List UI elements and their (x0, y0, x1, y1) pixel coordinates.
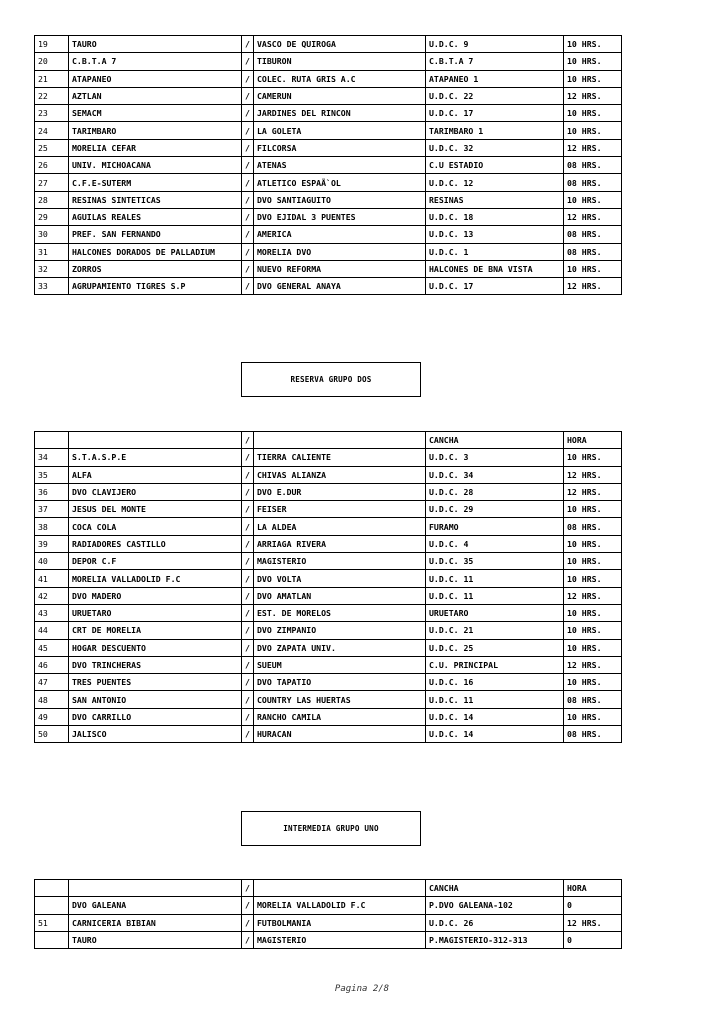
away-team: DVO EJIDAL 3 PUENTES (254, 208, 426, 225)
home-team: AZTLAN (69, 87, 242, 104)
vs-separator: / (242, 518, 254, 535)
match-time: 12 HRS. (564, 278, 622, 295)
field-name: P.DVO GALEANA-102 (426, 897, 564, 914)
away-team: LA ALDEA (254, 518, 426, 535)
match-number: 22 (35, 87, 69, 104)
away-team: VASCO DE QUIROGA (254, 36, 426, 53)
vs-separator: / (242, 174, 254, 191)
table-header-row (35, 880, 622, 897)
match-number: 21 (35, 70, 69, 87)
away-team: MORELIA VALLADOLID F.C (254, 897, 426, 914)
match-number: 35 (35, 466, 69, 483)
field-name: U.D.C. 26 (426, 914, 564, 931)
away-team: DVO SANTIAGUITO (254, 191, 426, 208)
match-number: 47 (35, 674, 69, 691)
away-team: COUNTRY LAS HUERTAS (254, 691, 426, 708)
away-team: MAGISTERIO (254, 553, 426, 570)
away-team: NUEVO REFORMA (254, 260, 426, 277)
page-number: Pagina 2/8 (334, 984, 390, 994)
vs-separator: / (242, 53, 254, 70)
field-name: U.D.C. 17 (426, 278, 564, 295)
field-name: C.U ESTADIO (426, 157, 564, 174)
match-time: 10 HRS. (564, 553, 622, 570)
field-name: U.D.C. 11 (426, 691, 564, 708)
field-name: U.D.C. 1 (426, 243, 564, 260)
match-time: 08 HRS. (564, 243, 622, 260)
match-time: 12 HRS. (564, 587, 622, 604)
vs-separator: / (242, 122, 254, 139)
away-team: CHIVAS ALIANZA (254, 466, 426, 483)
field-name: U.D.C. 21 (426, 622, 564, 639)
match-number: 51 (35, 914, 69, 931)
vs-separator: / (242, 243, 254, 260)
home-team: HALCONES DORADOS DE PALLADIUM (69, 243, 242, 260)
match-number: 39 (35, 535, 69, 552)
match-number: 41 (35, 570, 69, 587)
table-row (35, 243, 622, 260)
table-row (35, 897, 622, 914)
away-team: COLEC. RUTA GRIS A.C (254, 70, 426, 87)
header-home-team (69, 432, 242, 449)
field-name: TARIMBARO 1 (426, 122, 564, 139)
table-row (35, 87, 622, 104)
away-team: AMERICA (254, 226, 426, 243)
vs-separator: / (242, 897, 254, 914)
match-time: 08 HRS. (564, 691, 622, 708)
home-team: TARIMBARO (69, 122, 242, 139)
table-row (35, 656, 622, 673)
away-team: TIERRA CALIENTE (254, 449, 426, 466)
table-row (35, 604, 622, 621)
match-time: 10 HRS. (564, 36, 622, 53)
away-team: TIBURON (254, 53, 426, 70)
field-name: U.D.C. 9 (426, 36, 564, 53)
home-team: ATAPANEO (69, 70, 242, 87)
away-team: ATLETICO ESPAÃ`OL (254, 174, 426, 191)
vs-separator: / (242, 587, 254, 604)
home-team: HOGAR DESCUENTO (69, 639, 242, 656)
field-name: U.D.C. 11 (426, 587, 564, 604)
away-team: DVO E.DUR (254, 483, 426, 500)
match-number: 40 (35, 553, 69, 570)
home-team: JALISCO (69, 726, 242, 743)
table-row (35, 691, 622, 708)
field-name: URUETARO (426, 604, 564, 621)
vs-separator: / (242, 726, 254, 743)
header-match-time: HORA (564, 432, 622, 449)
match-time: 10 HRS. (564, 604, 622, 621)
away-team: FILCORSA (254, 139, 426, 156)
match-time: 10 HRS. (564, 535, 622, 552)
field-name: HALCONES DE BNA VISTA (426, 260, 564, 277)
home-team: TAURO (69, 931, 242, 948)
home-team: AGRUPAMIENTO TIGRES S.P (69, 278, 242, 295)
match-number: 28 (35, 191, 69, 208)
match-number: 23 (35, 105, 69, 122)
header-match-number (35, 432, 69, 449)
vs-separator: / (242, 226, 254, 243)
match-number: 29 (35, 208, 69, 225)
vs-separator: / (242, 449, 254, 466)
match-time: 08 HRS. (564, 726, 622, 743)
match-time: 12 HRS. (564, 483, 622, 500)
match-number: 24 (35, 122, 69, 139)
match-time: 0 (564, 931, 622, 948)
schedule-table-continued (34, 35, 622, 295)
away-team: LA GOLETA (254, 122, 426, 139)
home-team: COCA COLA (69, 518, 242, 535)
match-time: 12 HRS. (564, 914, 622, 931)
field-name: U.D.C. 13 (426, 226, 564, 243)
table-row (35, 53, 622, 70)
field-name: U.D.C. 14 (426, 726, 564, 743)
table-row (35, 674, 622, 691)
table-row (35, 639, 622, 656)
table-row (35, 174, 622, 191)
home-team: DVO GALEANA (69, 897, 242, 914)
home-team: RESINAS SINTETICAS (69, 191, 242, 208)
table-header-row (35, 432, 622, 449)
vs-separator: / (242, 931, 254, 948)
match-time: 10 HRS. (564, 53, 622, 70)
home-team: TRES PUENTES (69, 674, 242, 691)
header-away-team (254, 432, 426, 449)
match-time: 10 HRS. (564, 570, 622, 587)
away-team: DVO AMATLAN (254, 587, 426, 604)
away-team: ARRIAGA RIVERA (254, 535, 426, 552)
match-time: 12 HRS. (564, 87, 622, 104)
match-time: 10 HRS. (564, 501, 622, 518)
vs-separator: / (242, 622, 254, 639)
vs-separator: / (242, 139, 254, 156)
field-name: U.D.C. 25 (426, 639, 564, 656)
away-team: DVO VOLTA (254, 570, 426, 587)
vs-separator: / (242, 570, 254, 587)
match-time: 10 HRS. (564, 674, 622, 691)
field-name: U.D.C. 28 (426, 483, 564, 500)
match-number: 46 (35, 656, 69, 673)
home-team: DVO TRINCHERAS (69, 656, 242, 673)
home-team: MORELIA VALLADOLID F.C (69, 570, 242, 587)
match-time: 0 (564, 897, 622, 914)
away-team: SUEUM (254, 656, 426, 673)
table-row (35, 553, 622, 570)
field-name: U.D.C. 22 (426, 87, 564, 104)
vs-separator: / (242, 535, 254, 552)
home-team: PREF. SAN FERNANDO (69, 226, 242, 243)
table-row (35, 708, 622, 725)
match-number: 49 (35, 708, 69, 725)
field-name: RESINAS (426, 191, 564, 208)
home-team: SEMACM (69, 105, 242, 122)
home-team: AGUILAS REALES (69, 208, 242, 225)
home-team: CRT DE MORELIA (69, 622, 242, 639)
table-row (35, 208, 622, 225)
vs-separator: / (242, 639, 254, 656)
home-team: DVO CARRILLO (69, 708, 242, 725)
section-title-intermedia-grupo-uno: INTERMEDIA GRUPO UNO (241, 811, 421, 846)
away-team: FUTBOLMANIA (254, 914, 426, 931)
vs-separator: / (242, 208, 254, 225)
match-time: 10 HRS. (564, 70, 622, 87)
away-team: DVO TAPATIO (254, 674, 426, 691)
match-number (35, 897, 69, 914)
field-name: U.D.C. 32 (426, 139, 564, 156)
match-number: 45 (35, 639, 69, 656)
home-team: MORELIA CEFAR (69, 139, 242, 156)
match-time: 12 HRS. (564, 208, 622, 225)
home-team: JESUS DEL MONTE (69, 501, 242, 518)
table-row (35, 501, 622, 518)
home-team: DVO CLAVIJERO (69, 483, 242, 500)
vs-separator: / (242, 914, 254, 931)
vs-separator: / (242, 191, 254, 208)
match-time: 10 HRS. (564, 122, 622, 139)
field-name: C.U. PRINCIPAL (426, 656, 564, 673)
match-time: 08 HRS. (564, 226, 622, 243)
field-name: U.D.C. 16 (426, 674, 564, 691)
field-name: U.D.C. 4 (426, 535, 564, 552)
field-name: U.D.C. 12 (426, 174, 564, 191)
match-number: 33 (35, 278, 69, 295)
field-name: FURAMO (426, 518, 564, 535)
away-team: MAGISTERIO (254, 931, 426, 948)
home-team: S.T.A.S.P.E (69, 449, 242, 466)
away-team: DVO ZIMPANIO (254, 622, 426, 639)
away-team: RANCHO CAMILA (254, 708, 426, 725)
table-row (35, 260, 622, 277)
away-team: JARDINES DEL RINCON (254, 105, 426, 122)
home-team: ALFA (69, 466, 242, 483)
match-number: 32 (35, 260, 69, 277)
home-team: C.B.T.A 7 (69, 53, 242, 70)
vs-separator: / (242, 260, 254, 277)
field-name: U.D.C. 34 (426, 466, 564, 483)
table-row (35, 483, 622, 500)
vs-separator: / (242, 483, 254, 500)
schedule-table-reserva-grupo-dos (34, 431, 622, 743)
home-team: C.F.E-SUTERM (69, 174, 242, 191)
table-row (35, 70, 622, 87)
away-team: MORELIA DVO (254, 243, 426, 260)
home-team: TAURO (69, 36, 242, 53)
table-row (35, 157, 622, 174)
match-number: 34 (35, 449, 69, 466)
match-number: 36 (35, 483, 69, 500)
match-time: 10 HRS. (564, 105, 622, 122)
home-team: DEPOR C.F (69, 553, 242, 570)
table-row (35, 931, 622, 948)
match-time: 12 HRS. (564, 656, 622, 673)
vs-separator: / (242, 553, 254, 570)
home-team: DVO MADERO (69, 587, 242, 604)
schedule-table-intermedia-grupo-uno (34, 879, 622, 949)
away-team: ATENAS (254, 157, 426, 174)
vs-separator: / (242, 278, 254, 295)
match-number: 42 (35, 587, 69, 604)
header-match-number (35, 880, 69, 897)
away-team: DVO ZAPATA UNIV. (254, 639, 426, 656)
match-number: 20 (35, 53, 69, 70)
match-number: 25 (35, 139, 69, 156)
header-field-name: CANCHA (426, 432, 564, 449)
header-field-name: CANCHA (426, 880, 564, 897)
match-time: 10 HRS. (564, 639, 622, 656)
field-name: U.D.C. 14 (426, 708, 564, 725)
match-number: 27 (35, 174, 69, 191)
field-name: U.D.C. 17 (426, 105, 564, 122)
vs-separator: / (242, 466, 254, 483)
match-time: 08 HRS. (564, 174, 622, 191)
table-row (35, 139, 622, 156)
table-row (35, 466, 622, 483)
match-number: 30 (35, 226, 69, 243)
match-time: 08 HRS. (564, 518, 622, 535)
match-number: 50 (35, 726, 69, 743)
section-title-reserva-grupo-dos: RESERVA GRUPO DOS (241, 362, 421, 397)
match-time: 10 HRS. (564, 191, 622, 208)
home-team: ZORROS (69, 260, 242, 277)
match-number: 26 (35, 157, 69, 174)
table-row (35, 278, 622, 295)
field-name: U.D.C. 29 (426, 501, 564, 518)
table-row (35, 226, 622, 243)
table-row (35, 449, 622, 466)
match-number: 38 (35, 518, 69, 535)
home-team: UNIV. MICHOACANA (69, 157, 242, 174)
home-team: URUETARO (69, 604, 242, 621)
table-row (35, 914, 622, 931)
match-time: 10 HRS. (564, 622, 622, 639)
vs-separator: / (242, 708, 254, 725)
away-team: EST. DE MORELOS (254, 604, 426, 621)
table-row (35, 105, 622, 122)
table-row (35, 122, 622, 139)
table-row (35, 726, 622, 743)
match-time: 10 HRS. (564, 260, 622, 277)
header-home-team (69, 880, 242, 897)
vs-separator: / (242, 157, 254, 174)
table-row (35, 36, 622, 53)
vs-separator: / (242, 501, 254, 518)
field-name: C.B.T.A 7 (426, 53, 564, 70)
match-time: 10 HRS. (564, 708, 622, 725)
table-row (35, 570, 622, 587)
home-team: SAN ANTONIO (69, 691, 242, 708)
away-team: CAMERUN (254, 87, 426, 104)
vs-separator: / (242, 691, 254, 708)
match-number: 44 (35, 622, 69, 639)
match-number: 48 (35, 691, 69, 708)
table-row (35, 191, 622, 208)
match-number: 31 (35, 243, 69, 260)
vs-separator: / (242, 604, 254, 621)
match-number: 37 (35, 501, 69, 518)
vs-separator: / (242, 70, 254, 87)
match-time: 08 HRS. (564, 157, 622, 174)
field-name: U.D.C. 35 (426, 553, 564, 570)
vs-separator: / (242, 36, 254, 53)
header-vs-separator: / (242, 880, 254, 897)
table-row (35, 587, 622, 604)
vs-separator: / (242, 674, 254, 691)
away-team: HURACAN (254, 726, 426, 743)
match-time: 12 HRS. (564, 466, 622, 483)
vs-separator: / (242, 105, 254, 122)
home-team: CARNICERIA BIBIAN (69, 914, 242, 931)
header-vs-separator: / (242, 432, 254, 449)
away-team: DVO GENERAL ANAYA (254, 278, 426, 295)
field-name: ATAPANEO 1 (426, 70, 564, 87)
field-name: P.MAGISTERIO-312-313 (426, 931, 564, 948)
vs-separator: / (242, 656, 254, 673)
match-time: 12 HRS. (564, 139, 622, 156)
header-away-team (254, 880, 426, 897)
table-row (35, 622, 622, 639)
match-number (35, 931, 69, 948)
vs-separator: / (242, 87, 254, 104)
match-time: 10 HRS. (564, 449, 622, 466)
header-match-time: HORA (564, 880, 622, 897)
field-name: U.D.C. 11 (426, 570, 564, 587)
field-name: U.D.C. 3 (426, 449, 564, 466)
match-number: 43 (35, 604, 69, 621)
field-name: U.D.C. 18 (426, 208, 564, 225)
table-row (35, 518, 622, 535)
table-row (35, 535, 622, 552)
away-team: FEISER (254, 501, 426, 518)
home-team: RADIADORES CASTILLO (69, 535, 242, 552)
match-number: 19 (35, 36, 69, 53)
